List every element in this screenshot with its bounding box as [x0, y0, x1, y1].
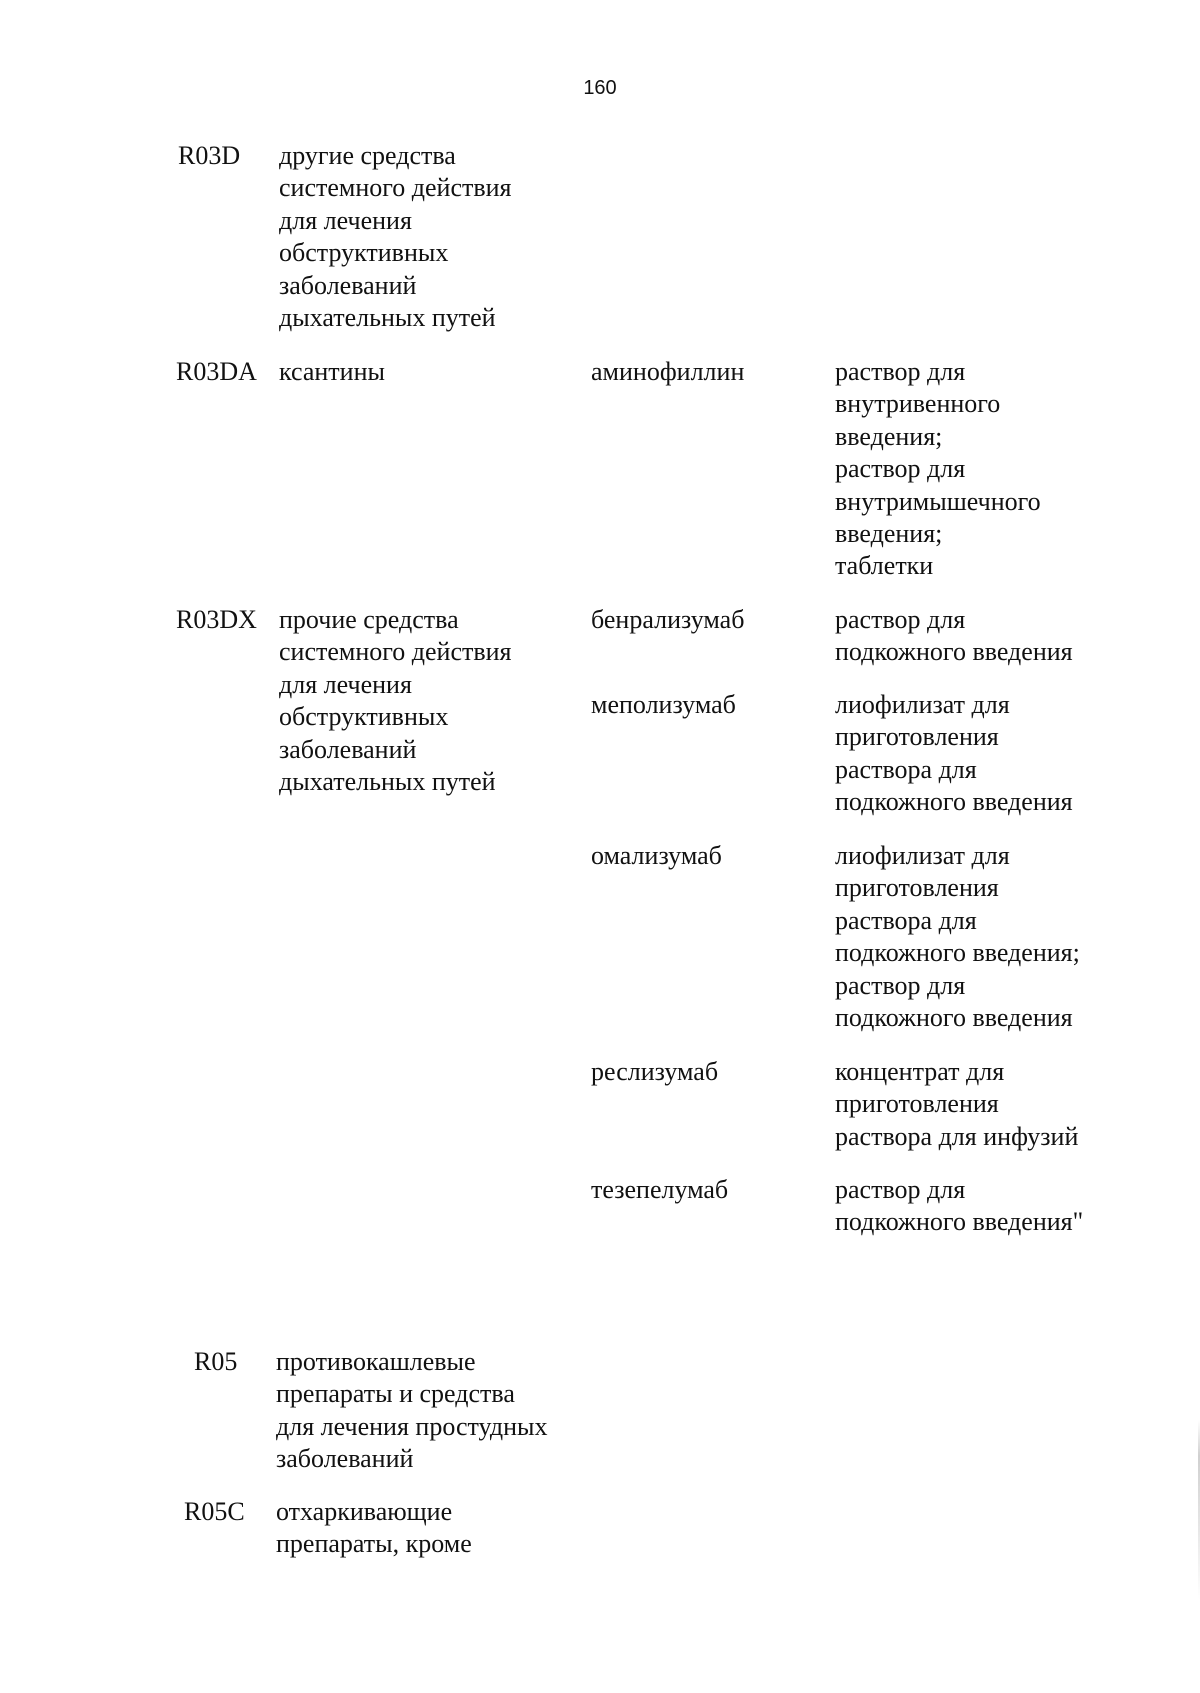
atc-description-r03d: другие средства системного действия для лечения обструктивных заболеваний дыхательных путей — [279, 141, 512, 333]
atc-description-r05c: отхаркивающие препараты, кроме — [276, 1497, 472, 1559]
atc-code-r05: R05 — [194, 1347, 238, 1376]
dosage-form-tezepelumab: раствор для подкожного введения" — [835, 1175, 1084, 1237]
atc-description-r03da: ксантины — [279, 357, 385, 386]
drug-name-mepolizumab: меполизумаб — [591, 690, 736, 719]
dosage-form-aminophylline: раствор для внутривенного введения; раствор для внутримышечного введения; таблетки — [835, 357, 1041, 581]
drug-name-tezepelumab: тезепелумаб — [591, 1175, 729, 1204]
atc-code-r03da: R03DA — [176, 357, 257, 386]
dosage-form-omalizumab: лиофилизат для приготовления раствора для подкожного введения; раствор для подкожного введения — [835, 841, 1080, 1033]
dosage-form-reslizumab: концентрат для приготовления раствора для инфузий — [835, 1057, 1079, 1151]
drug-name-benralizumab: бенрализумаб — [591, 605, 745, 634]
atc-description-r05: противокашлевые препараты и средства для лечения простудных заболеваний — [276, 1347, 548, 1474]
drug-name-omalizumab: омализумаб — [591, 841, 722, 870]
page-number: 160 — [583, 77, 617, 99]
dosage-form-mepolizumab: лиофилизат для приготовления раствора для подкожного введения — [835, 690, 1073, 817]
atc-code-r03dx: R03DX — [176, 605, 257, 634]
atc-code-r03d: R03D — [178, 141, 241, 170]
drug-name-aminophylline: аминофиллин — [591, 357, 745, 386]
drug-name-reslizumab: реслизумаб — [591, 1057, 719, 1086]
atc-description-r03dx: прочие средства системного действия для лечения обструктивных заболеваний дыхательных путей — [279, 605, 512, 797]
dosage-form-benralizumab: раствор для подкожного введения — [835, 605, 1073, 667]
atc-code-r05c: R05C — [184, 1497, 245, 1526]
